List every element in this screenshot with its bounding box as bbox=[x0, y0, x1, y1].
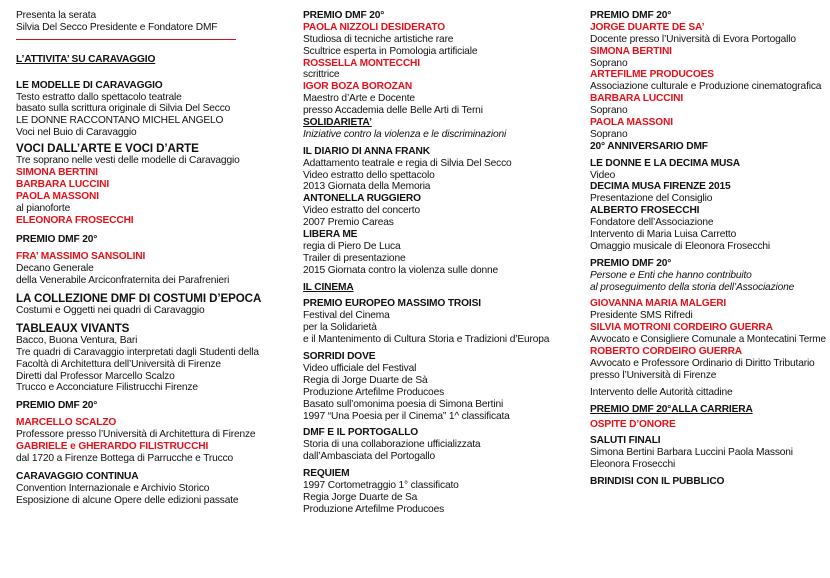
program-text: Silvia Del Secco Presidente e Fondatore DMF bbox=[16, 21, 218, 33]
program-text: Scultrice esperta in Pomologia artificiale bbox=[303, 45, 478, 57]
program-column-1 bbox=[16, 10, 286, 507]
program-text: Docente presso l’Università di Evora Portogallo bbox=[590, 33, 796, 45]
program-text: Regia di Jorge Duarte de Sà bbox=[303, 374, 428, 386]
honoree-name: SILVIA MOTRONI CORDEIRO GUERRA bbox=[590, 322, 773, 334]
program-column-2 bbox=[303, 10, 565, 516]
program-text: Soprano bbox=[590, 57, 628, 69]
program-text: presso Accademia delle Belle Arti di Terni bbox=[303, 105, 483, 117]
program-text: Diretti dal Professor Marcello Scalzo bbox=[16, 370, 175, 382]
program-text: Soprano bbox=[590, 128, 628, 140]
honoree-name: BARBARA LUCCINI bbox=[590, 93, 684, 105]
honoree-name: MARCELLO SCALZO bbox=[16, 417, 117, 429]
honoree-name: ELEONORA FROSECCHI bbox=[16, 214, 134, 226]
honoree-name: SIMONA BERTINI bbox=[16, 167, 98, 179]
section-heading: PREMIO DMF 20° bbox=[16, 234, 98, 246]
section-heading: PREMIO DMF 20° bbox=[303, 10, 385, 21]
section-heading: 20° ANNIVERSARIO DMF bbox=[590, 140, 708, 152]
program-text: Video bbox=[590, 169, 616, 181]
program-text: Presentazione del Consiglio bbox=[590, 193, 713, 205]
honoree-name: SIMONA BERTINI bbox=[590, 45, 672, 57]
program-text: Trucco e Acconciature Filistrucchi Firenze bbox=[16, 382, 198, 394]
section-heading: ANTONELLA RUGGIERO bbox=[303, 193, 421, 205]
honoree-name: PAOLA NIZZOLI DESIDERATO bbox=[303, 21, 446, 33]
section-heading: SORRIDI DOVE bbox=[303, 351, 376, 363]
section-heading: LE DONNE E LA DECIMA MUSA bbox=[590, 157, 741, 169]
honoree-name: ROBERTO CORDEIRO GUERRA bbox=[590, 346, 743, 358]
honoree-name: PAOLA MASSONI bbox=[16, 190, 99, 202]
program-text: Voci nel Buio di Caravaggio bbox=[16, 127, 137, 139]
program-text: scrittrice bbox=[303, 69, 340, 81]
program-text: Video ufficiale del Festival bbox=[303, 362, 417, 374]
program-text: Presenta la serata bbox=[16, 10, 96, 21]
program-text: per la Solidarietà bbox=[303, 322, 377, 334]
program-text: LE DONNE RACCONTANO MICHEL ANGELO bbox=[16, 115, 224, 127]
program-text: al proseguimento della storia dell’Associazione bbox=[590, 281, 795, 293]
program-text: Produzione Artefilme Producoes bbox=[303, 503, 445, 515]
spacer bbox=[16, 40, 286, 54]
program-text: Regia Jorge Duarte de Sa bbox=[303, 491, 418, 503]
program-text: Costumi e Oggetti nei quadri di Caravaggio bbox=[16, 305, 205, 317]
section-heading: ALBERTO FROSECCHI bbox=[590, 205, 700, 217]
section-heading: TABLEAUX VIVANTS bbox=[16, 321, 130, 335]
program-text: Testo estratto dallo spettacolo teatrale bbox=[16, 91, 182, 103]
honoree-name: OSPITE D’ONORE bbox=[590, 418, 676, 430]
honoree-name: PAOLA MASSONI bbox=[590, 117, 673, 129]
program-text: Produzione Artefilme Producoes bbox=[303, 386, 445, 398]
program-text: Avvocato e Professore Ordinario di Diritto Tributario bbox=[590, 357, 815, 369]
section-heading: LIBERA ME bbox=[303, 229, 358, 241]
program-text: Adattamento teatrale e regia di Silvia Del Secco bbox=[303, 157, 512, 169]
program-text: Facoltà di Architettura dell’Università di Firenze bbox=[16, 358, 221, 370]
program-text: Video estratto dello spettacolo bbox=[303, 169, 435, 181]
program-text: Eleonora Frosecchi bbox=[590, 459, 676, 471]
program-text: Soprano bbox=[590, 105, 628, 117]
honoree-name: FRA’ MASSIMO SANSOLINI bbox=[16, 251, 146, 263]
section-heading: L’ATTIVITA’ SU CARAVAGGIO bbox=[16, 53, 156, 65]
honoree-name: GABRIELE e GHERARDO FILISTRUCCHI bbox=[16, 441, 209, 453]
program-text: Maestro d’Arte e Docente bbox=[303, 93, 415, 105]
spacer bbox=[16, 226, 286, 234]
program-text: basato sulla scrittura originale di Silvia Del Secco bbox=[16, 103, 231, 115]
program-text: Bacco, Buona Ventura, Bari bbox=[16, 334, 138, 346]
section-heading: VOCI DALL’ARTE E VOCI D’ARTE bbox=[16, 142, 199, 156]
honoree-name: IGOR BOZA BOROZAN bbox=[303, 81, 413, 93]
program-text: Intervento delle Autorità cittadine bbox=[590, 386, 733, 398]
section-heading: SOLIDARIETA’ bbox=[303, 117, 372, 129]
section-heading: CARAVAGGIO CONTINUA bbox=[16, 470, 139, 482]
program-text: 2013 Giornata della Memoria bbox=[303, 181, 431, 193]
section-heading: PREMIO DMF 20° bbox=[16, 400, 98, 412]
section-heading: IL DIARIO DI ANNA FRANK bbox=[303, 145, 430, 157]
program-text: regia di Piero De Luca bbox=[303, 240, 401, 252]
section-heading: BRINDISI CON IL PUBBLICO bbox=[590, 476, 725, 488]
program-text: Tre soprano nelle vesti delle modelle di Caravaggio bbox=[16, 155, 240, 167]
program-text: 1997 “Una Poesia per il Cinema” 1^ classificata bbox=[303, 410, 510, 422]
program-text: dall’Ambasciata del Portogallo bbox=[303, 451, 435, 463]
program-text: Video estratto del concerto bbox=[303, 205, 420, 217]
program-text: 2015 Giornata contro la violenza sulle donne bbox=[303, 264, 499, 276]
program-text: Persone e Enti che hanno contribuito bbox=[590, 269, 752, 281]
section-heading: PREMIO DMF 20° bbox=[590, 10, 672, 21]
program-text: Omaggio musicale di Eleonora Frosecchi bbox=[590, 240, 771, 252]
program-text: Simona Bertini Barbara Luccini Paola Massoni bbox=[590, 447, 793, 459]
section-heading: DMF E IL PORTOGALLO bbox=[303, 427, 419, 439]
program-text: Storia di una collaborazione ufficializzata bbox=[303, 439, 481, 451]
section-heading: DECIMA MUSA FIRENZE 2015 bbox=[590, 181, 731, 193]
program-text: Iniziative contro la violenza e le discriminazioni bbox=[303, 128, 507, 140]
program-text: al pianoforte bbox=[16, 202, 71, 214]
spacer bbox=[16, 66, 286, 80]
section-heading: PREMIO EUROPEO MASSIMO TROISI bbox=[303, 298, 481, 310]
section-heading: PREMIO DMF 20° bbox=[590, 257, 672, 269]
program-text: Trailer di presentazione bbox=[303, 252, 406, 264]
program-text: Associazione culturale e Produzione cinematografica bbox=[590, 81, 822, 93]
program-text: presso l’Università di Firenze bbox=[590, 369, 717, 381]
program-text: Decano Generale bbox=[16, 263, 94, 275]
program-column-3 bbox=[590, 10, 826, 488]
program-text: Fondatore dell’Associazione bbox=[590, 217, 714, 229]
section-heading: REQUIEM bbox=[303, 468, 350, 480]
program-text: 1997 Cortometraggio 1° classificato bbox=[303, 479, 459, 491]
honoree-name: GIOVANNA MARIA MALGERI bbox=[590, 298, 727, 310]
program-text: Presidente SMS Rifredi bbox=[590, 310, 693, 322]
section-heading: LA COLLEZIONE DMF DI COSTUMI D’EPOCA bbox=[16, 292, 262, 306]
program-text: dal 1720 a Firenze Bottega di Parrucche e Trucco bbox=[16, 452, 234, 464]
program-text: e il Mantenimento di Cultura Storia e Tradizioni d’Europa bbox=[303, 334, 550, 346]
program-text: Esposizione di alcune Opere delle edizioni passate bbox=[16, 494, 239, 506]
program-text: Tre quadri di Caravaggio interpretati dagli Studenti della bbox=[16, 346, 259, 358]
program-text: Avvocato e Consigliere Comunale a Montecatini Terme bbox=[590, 334, 826, 346]
program-text: Intervento di Maria Luisa Carretto bbox=[590, 229, 737, 241]
honoree-name: ARTEFILME PRODUCOES bbox=[590, 69, 714, 81]
program-text: Convention Internazionale e Archivio Storico bbox=[16, 482, 210, 494]
program-text: Festival del Cinema bbox=[303, 310, 390, 322]
program-text: della Venerabile Arciconfraternita dei Parafrenieri bbox=[16, 275, 230, 287]
program-text: Professore presso l’Università di Architettura di Firenze bbox=[16, 429, 256, 441]
section-heading: IL CINEMA bbox=[303, 281, 354, 293]
program-text: Basato sull’omonima poesia di Simona Bertini bbox=[303, 398, 504, 410]
section-heading: PREMIO DMF 20°ALLA CARRIERA bbox=[590, 403, 753, 415]
honoree-name: ROSSELLA MONTECCHI bbox=[303, 57, 420, 69]
section-heading: LE MODELLE DI CARAVAGGIO bbox=[16, 79, 163, 91]
honoree-name: BARBARA LUCCINI bbox=[16, 178, 110, 190]
program-text: 2007 Premio Careas bbox=[303, 217, 394, 229]
program-text: Studiosa di tecniche artistiche rare bbox=[303, 33, 454, 45]
honoree-name: JORGE DUARTE DE SA’ bbox=[590, 21, 705, 33]
section-heading: SALUTI FINALI bbox=[590, 435, 661, 447]
